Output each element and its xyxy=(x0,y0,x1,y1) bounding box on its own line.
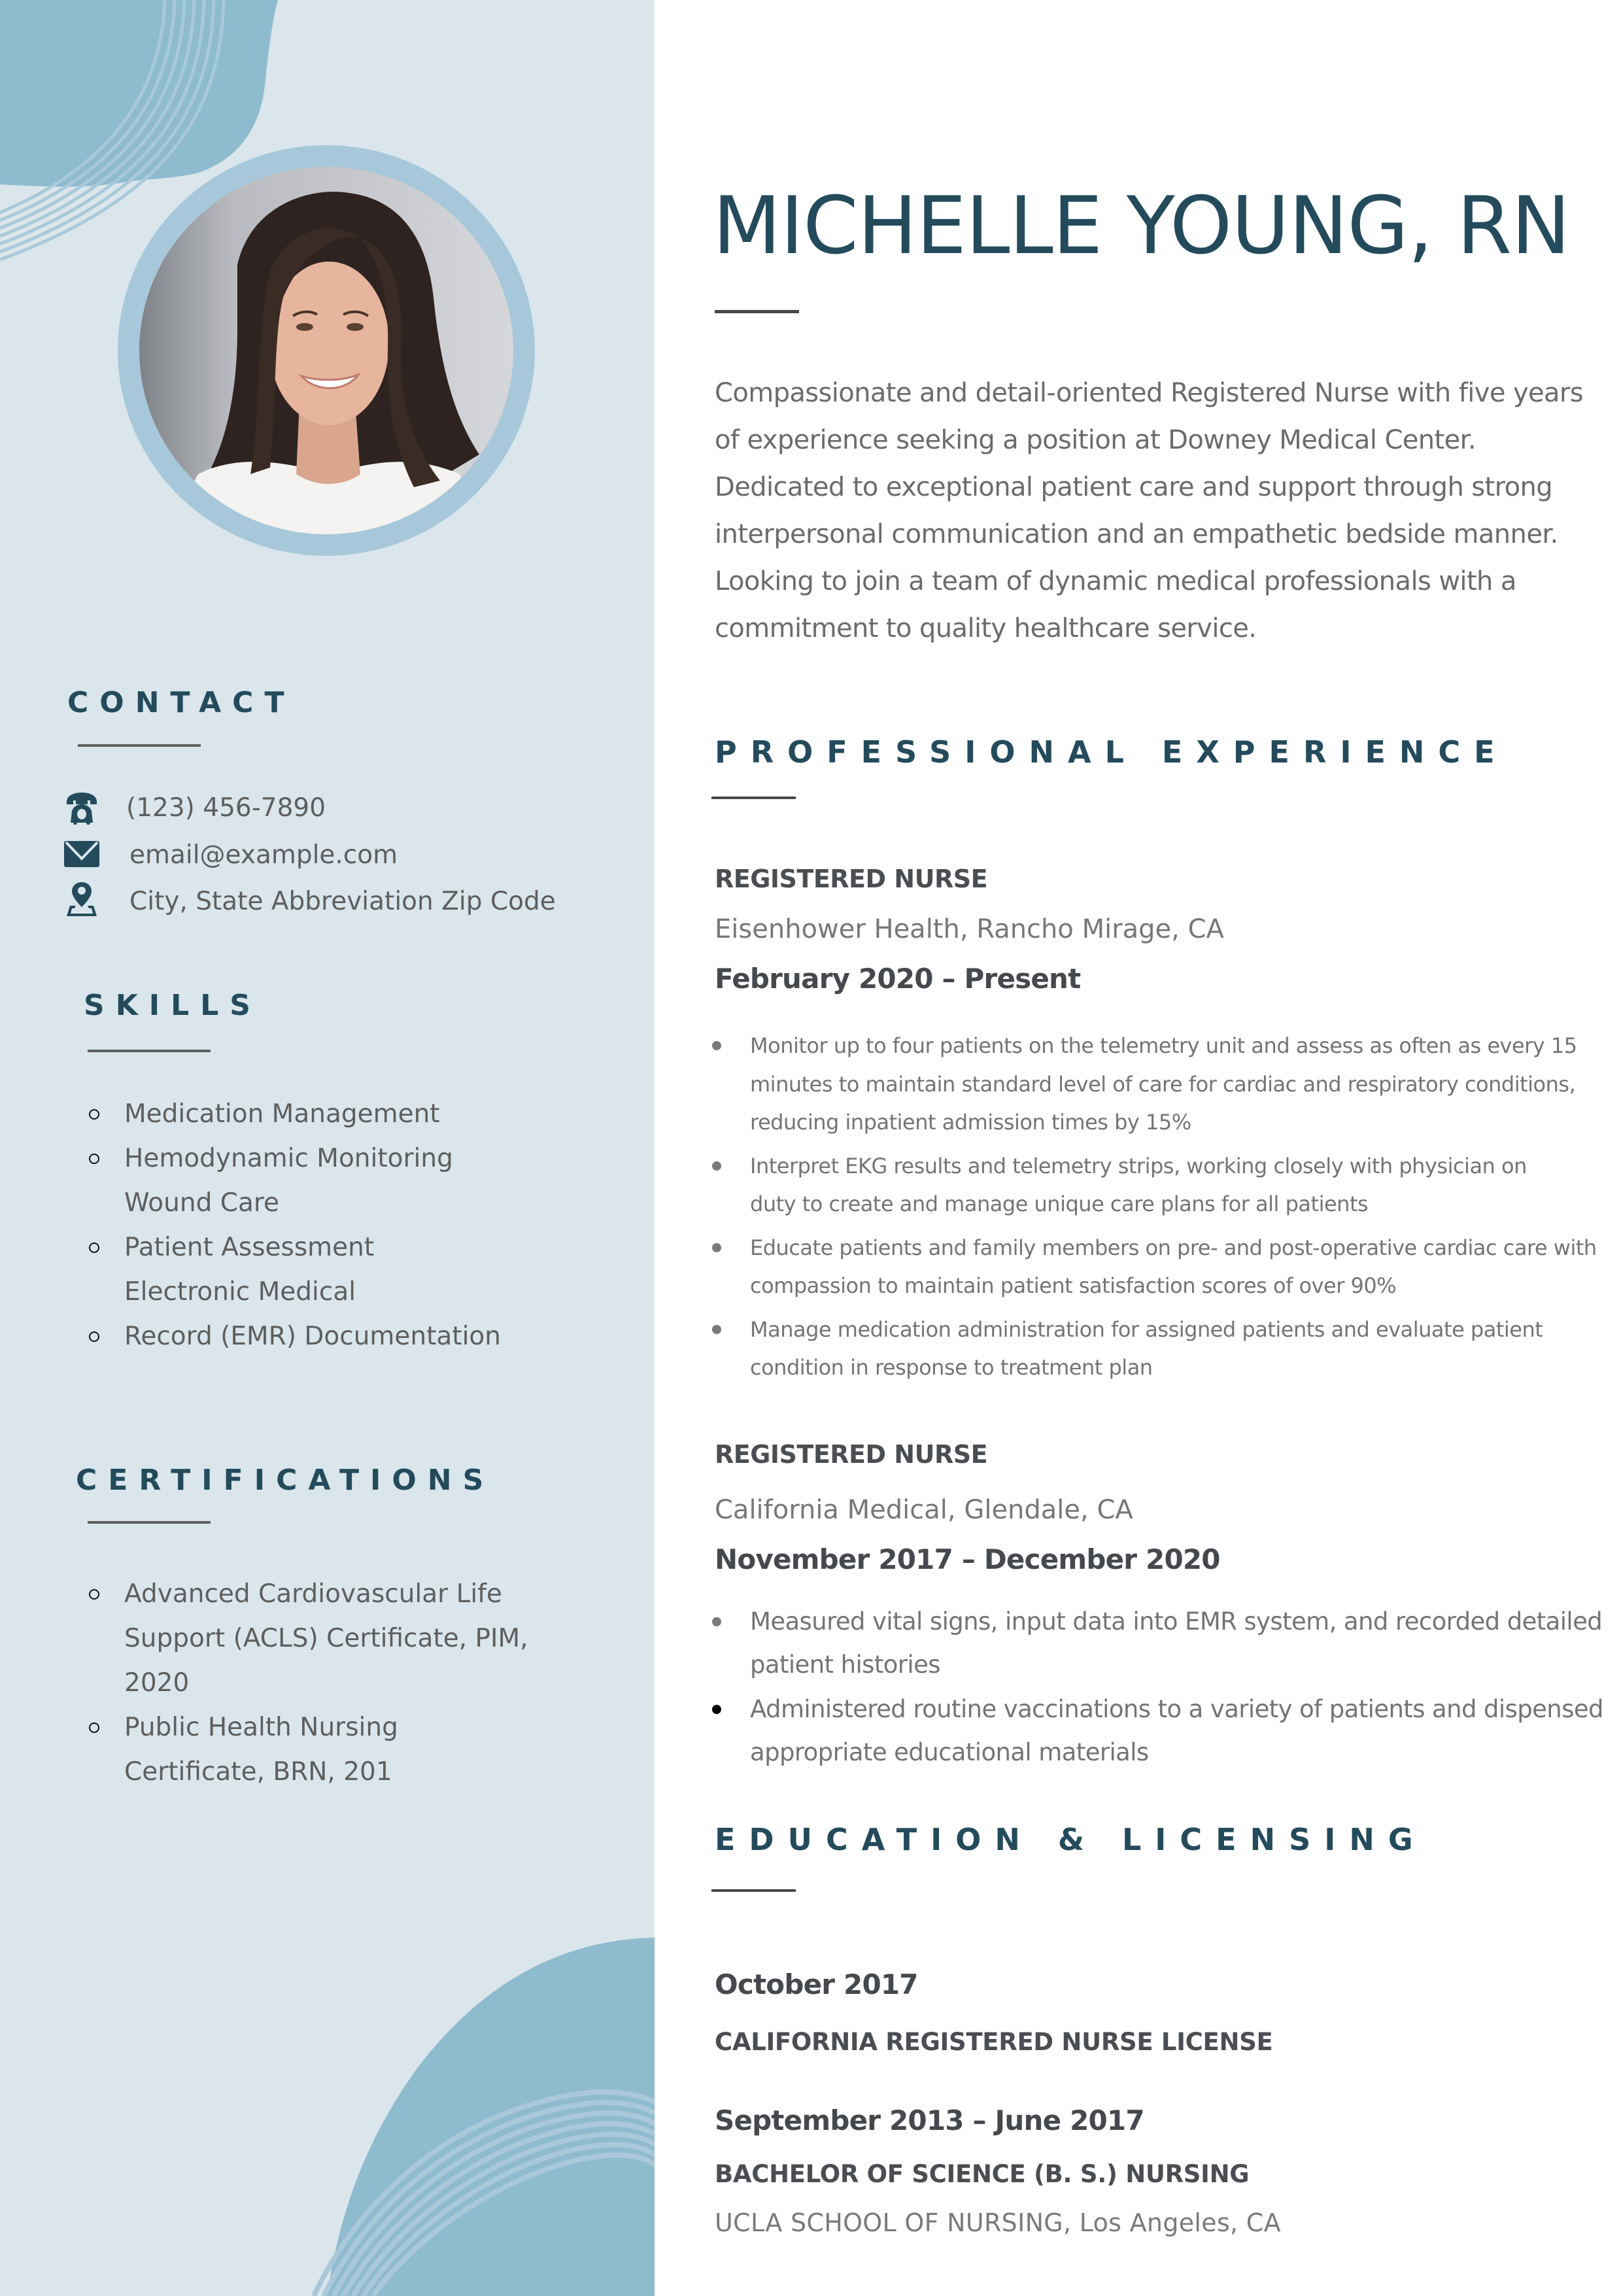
bullet-dot-icon xyxy=(712,1243,721,1252)
education-school: UCLA SCHOOL OF NURSING, Los Angeles, CA xyxy=(715,2208,1281,2237)
skill-item: Patient Assessment Electronic Medical xyxy=(0,1225,654,1314)
contact-email xyxy=(0,837,589,874)
job-bullets xyxy=(706,1600,1609,1775)
portrait-image xyxy=(139,167,513,534)
job-organization: California Medical, Glendale, CA xyxy=(715,1495,1133,1525)
skills-heading: SKILLS xyxy=(84,989,262,1022)
phone-icon xyxy=(63,790,101,827)
contact-heading: CONTACT xyxy=(67,686,296,719)
certifications-heading: CERTIFICATIONS xyxy=(76,1464,495,1497)
bullet-item: Educate patients and family members on pre- and post-operative cardiac care with compassion to maintain patient satisfaction scores of over 90% xyxy=(706,1229,1609,1305)
job-dates: February 2020 – Present xyxy=(715,963,1081,995)
education-date: October 2017 xyxy=(715,1968,918,2000)
bullet-item: Manage medication administration for assigned patients and evaluate patient condition in response to treatment plan xyxy=(706,1311,1609,1387)
education-title: BACHELOR OF SCIENCE (B. S.) NURSING xyxy=(715,2160,1250,2188)
skill-item: Record (EMR) Documentation xyxy=(0,1314,654,1359)
phone-number[interactable]: (123) 456-7890 xyxy=(126,793,326,823)
experience-heading-rule xyxy=(711,797,796,799)
education-date: September 2013 – June 2017 xyxy=(715,2104,1144,2136)
name-rule xyxy=(715,310,799,313)
hollow-bullet-icon xyxy=(89,1154,99,1164)
certification-item: Public Health Nursing Certificate, BRN, 201 xyxy=(0,1705,654,1794)
bullet-dot-icon xyxy=(712,1161,721,1171)
decorative-blob-bottom xyxy=(0,1896,655,2296)
hollow-bullet-icon xyxy=(89,1331,99,1342)
hollow-bullet-icon xyxy=(89,1722,99,1733)
address: City, State Abbreviation Zip Code xyxy=(129,887,556,916)
bullet-dot-icon xyxy=(712,1617,721,1626)
bullet-dot-icon xyxy=(712,1041,721,1050)
bullet-item: Interpret EKG results and telemetry strips, working closely with physician on duty to create and manage unique care plans for all patients xyxy=(706,1147,1609,1224)
skill-item: Medication Management xyxy=(0,1092,654,1137)
bullet-item: Monitor up to four patients on the telemetry unit and assess as often as every 15 minutes to maintain standard level of care for cardiac and respiratory conditions, reducing inpatient admission times by 15% xyxy=(706,1027,1609,1142)
education-heading: EDUCATION & LICENSING xyxy=(715,1822,1427,1857)
profile-photo xyxy=(139,167,513,534)
skill-item: Hemodynamic Monitoring Wound Care xyxy=(0,1137,654,1225)
profile-photo-frame xyxy=(118,145,535,556)
job-title: REGISTERED NURSE xyxy=(715,865,988,893)
certifications-heading-rule xyxy=(88,1521,211,1524)
job-bullets xyxy=(706,1027,1609,1392)
bullet-dot-icon xyxy=(712,1325,721,1334)
job-dates: November 2017 – December 2020 xyxy=(715,1543,1220,1575)
candidate-name: MICHELLE YOUNG, RN xyxy=(713,180,1570,272)
sidebar xyxy=(0,0,655,2296)
experience-heading: PROFESSIONAL EXPERIENCE xyxy=(715,734,1509,770)
education-heading-rule xyxy=(711,1889,796,1892)
skills-list xyxy=(0,1092,654,1359)
bullet-dot-icon xyxy=(712,1705,721,1714)
job-title: REGISTERED NURSE xyxy=(715,1440,988,1469)
email-address[interactable]: email@example.com xyxy=(129,840,398,870)
contact-heading-rule xyxy=(78,744,201,747)
education-title: CALIFORNIA REGISTERED NURSE LICENSE xyxy=(715,2028,1273,2056)
hollow-bullet-icon xyxy=(89,1109,99,1120)
certification-item: Advanced Cardiovascular Life Support (ACLS) Certificate, PIM, 2020 xyxy=(0,1572,654,1705)
email-icon xyxy=(63,837,101,874)
bullet-item: Measured vital signs, input data into EMR system, and recorded detailed patient histories xyxy=(706,1600,1609,1687)
hollow-bullet-icon xyxy=(89,1242,99,1253)
hollow-bullet-icon xyxy=(89,1589,99,1600)
location-icon xyxy=(63,881,101,917)
bullet-item: Administered routine vaccinations to a variety of patients and dispensed appropriate educational materials xyxy=(706,1688,1609,1774)
certifications-list xyxy=(0,1572,654,1794)
skills-heading-rule xyxy=(88,1050,211,1052)
job-organization: Eisenhower Health, Rancho Mirage, CA xyxy=(715,914,1224,944)
contact-location xyxy=(0,881,589,917)
contact-phone xyxy=(0,790,589,827)
professional-summary: Compassionate and detail-oriented Registered Nurse with five years of experience seeking a position at Downey Medical Center. Dedicated to exceptional patient care and support through strong interpersonal communication and an empathetic bedside manner. Looking to join a team of dynamic medical professionals with a commitment to quality healthcare service. xyxy=(715,378,1584,643)
